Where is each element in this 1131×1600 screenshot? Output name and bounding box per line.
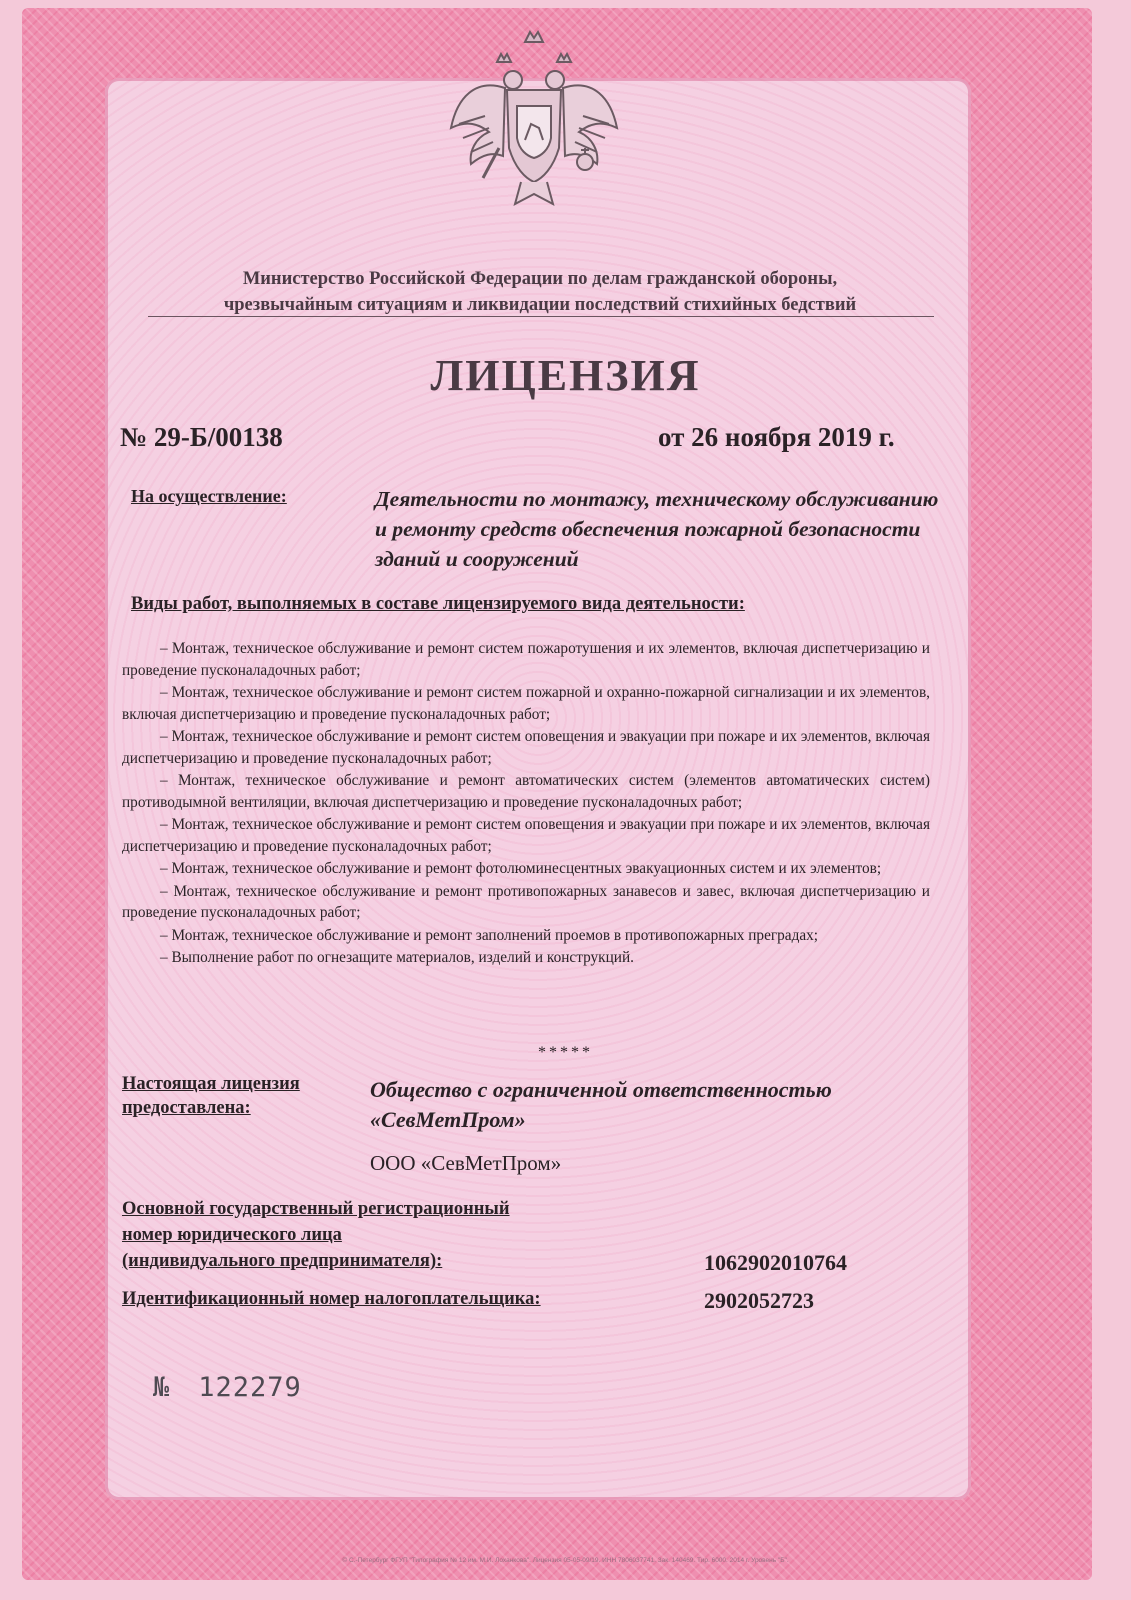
works-list-item: – Монтаж, техническое обслуживание и ремонт систем пожаротушения и их элементов, включая диспетчеризацию и проведение пусконаладочных работ; — [122, 640, 930, 679]
works-list-item: – Монтаж, техническое обслуживание и ремонт фотолюминесцентных эвакуационных систем и их элементов; — [160, 860, 882, 877]
works-list-item: – Выполнение работ по огнезащите материалов, изделий и конструкций. — [160, 949, 634, 966]
ogrn-value: 1062902010764 — [704, 1250, 847, 1275]
works-heading: Виды работ, выполняемых в составе лицензируемого вида деятельности: — [131, 594, 745, 614]
form-serial-number — [153, 1372, 302, 1403]
ministry-line-1: Министерство Российской Федерации по делам гражданской обороны, — [242, 269, 838, 289]
ministry-line-2: чрезвычайным ситуациям и ликвидации последствий стихийных бедствий — [223, 295, 857, 315]
license-number: № 29-Б/00138 — [120, 422, 283, 452]
works-list-item: – Монтаж, техническое обслуживание и ремонт противопожарных занавесов и завес, включая диспетчеризацию и проведение пусконаладочных работ; — [122, 882, 930, 921]
grantee-label-line-2: предоставлена: — [122, 1098, 251, 1118]
form-number-sign: № — [153, 1372, 171, 1403]
purpose-text: Деятельности по монтажу, техническому обслуживанию и ремонту средств обеспечения пожарной безопасности зданий и сооружений — [375, 487, 939, 571]
grantee-full-name-line-2: «СевМетПром» — [370, 1107, 526, 1132]
grantee-label-line-1: Настоящая лицензия — [122, 1074, 300, 1094]
ogrn-label-line-2: номер юридического лица — [122, 1225, 342, 1245]
separator-stars: ***** — [538, 1044, 593, 1061]
inn-value: 2902052723 — [704, 1288, 814, 1313]
coat-of-arms-icon — [445, 28, 623, 214]
works-list — [122, 638, 930, 970]
grantee-full-name — [370, 1075, 970, 1135]
purpose-label: На осуществление: — [131, 486, 287, 506]
printer-imprint: © С.-Петербург ФГУП "Типография № 12 им. М.И. Лоханкова". Лицензия 05-05-09/19. ИНН 7806037741. Зак. 140469. Тир. 6000. 2014 г. Уровень "Б". — [342, 1557, 789, 1564]
form-number-value: 122279 — [198, 1372, 302, 1403]
ogrn-label — [122, 1196, 510, 1274]
grantee-full-name-line-1: Общество с ограниченной ответственностью — [370, 1077, 832, 1102]
ministry-name — [140, 266, 940, 318]
works-list-item: – Монтаж, техническое обслуживание и ремонт систем оповещения и эвакуации при пожаре и их элементов, включая диспетчеризацию и проведение пусконаладочных работ; — [122, 728, 930, 767]
ogrn-label-line-3: (индивидуального предпринимателя): — [122, 1251, 443, 1271]
ministry-underline — [148, 316, 934, 317]
grantee-short-name: ООО «СевМетПром» — [370, 1151, 562, 1175]
works-list-item: – Монтаж, техническое обслуживание и ремонт автоматических систем (элементов автоматических систем) противодымной вентиляции, включая диспетчеризацию и проведение пусконаладочных работ; — [122, 772, 930, 811]
works-list-item: – Монтаж, техническое обслуживание и ремонт систем пожарной и охранно-пожарной сигнализации и их элементов, включая диспетчеризацию и проведение пусконаладочных работ; — [122, 684, 930, 723]
document-title: ЛИЦЕНЗИЯ — [430, 351, 701, 400]
works-list-item: – Монтаж, техническое обслуживание и ремонт систем оповещения и эвакуации при пожаре и их элементов, включая диспетчеризацию и проведение пусконаладочных работ; — [122, 816, 930, 855]
grantee-label — [122, 1072, 300, 1120]
ogrn-label-line-1: Основной государственный регистрационный — [122, 1199, 510, 1219]
works-list-item: – Монтаж, техническое обслуживание и ремонт заполнений проемов в противопожарных преградах; — [160, 926, 819, 944]
license-date: от 26 ноября 2019 г. — [658, 422, 895, 452]
inn-label: Идентификационный номер налогоплательщика: — [122, 1289, 541, 1309]
